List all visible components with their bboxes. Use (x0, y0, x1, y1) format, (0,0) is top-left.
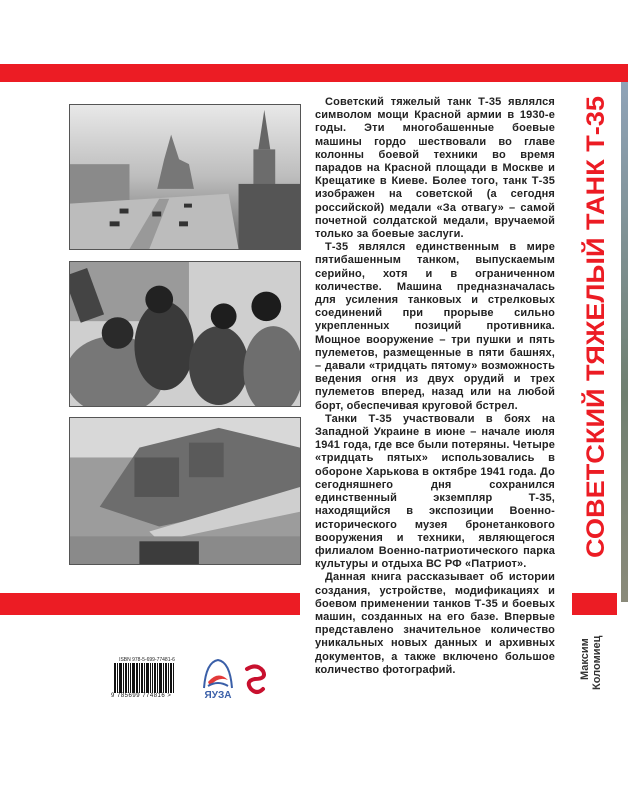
annotation-paragraph: Т-35 являлся единственным в мире пятибашенным танком, выпускаемым серийно, хотя и в ограниченном количестве. Машина предназначалась для усиления танковых и стрелковых соединений при прорыве сильно укрепленных позиций противника. Мощное вооружение – три пушки и пять пулеметов, размещенные в пяти башнях, – давали «тридцать пятому» возможность ведения огня из двух орудий и трех пулеметов вперед, назад или на любой борт, обеспечивая круговой бстрел. (315, 241, 555, 412)
annotation-paragraph: Данная книга рассказывает об истории создания, устройстве, модификациях и боевом применении танков Т-35 и боевых машин, созданных на его базе. Впервые представлено значительное количество уникальных новых данных и архивных документов, а также включено большое количество фотографий. (315, 571, 555, 676)
yauza-publisher-logo (198, 658, 238, 700)
annotation-paragraph: Советский тяжелый танк Т-35 являлся символом мощи Красной армии в 1930-е годы. Эти многобашенные боевые машины гордо шествовали во главе колонны боевой техники во время парадов на Красной площади в Москве и Крещатике в Киеве. Более того, танк Т-35 изображен на советской (а сегодня российской) медали «За отвагу» – самой почетной солдатской медали, вручаемой только за боевые заслуги. (315, 96, 555, 241)
front-cover-edge (621, 82, 628, 602)
photo-t35-tank (69, 417, 301, 565)
photo-tank-crew (69, 261, 301, 407)
isbn-barcode (111, 657, 183, 701)
top-red-band (0, 64, 628, 82)
author-first-name: Максим (579, 638, 591, 680)
photo-red-square-parade (69, 104, 301, 250)
spine-red-band (572, 593, 617, 615)
spine-title-text: СОВЕТСКИЙ ТЯЖЕЛЫЙ ТАНК Т-35 (582, 132, 610, 558)
yauza-logo-text: ЯУЗА (204, 690, 232, 700)
isbn-text: ISBN 978-5-699-77481-6 (119, 657, 175, 663)
barcode-digits: 9 785699 774816 > (111, 693, 172, 699)
author-name (576, 620, 604, 695)
spine-title (580, 90, 610, 560)
barcode-bars (114, 663, 180, 693)
annotation-paragraph: Танки Т-35 участвовали в боях на Западной Украине в июне – начале июля 1941 года, где все были потеряны. Четыре «тридцать пятых» использовались в обороне Харькова в октябре 1941 года. До сегодняшнего дня сохранился единственный экземпляр Т-35, находящийся в экспозиции Военно-исторического музея бронетанкового вооружения и техники, являющегося филиалом Военно-патриотического парка культуры и отдыха ВС РФ «Патриот». (315, 412, 555, 571)
middle-red-band (0, 593, 300, 615)
author-last-name: Коломиец (591, 635, 603, 690)
eksmo-publisher-logo (243, 663, 267, 695)
annotation-text (315, 96, 555, 677)
